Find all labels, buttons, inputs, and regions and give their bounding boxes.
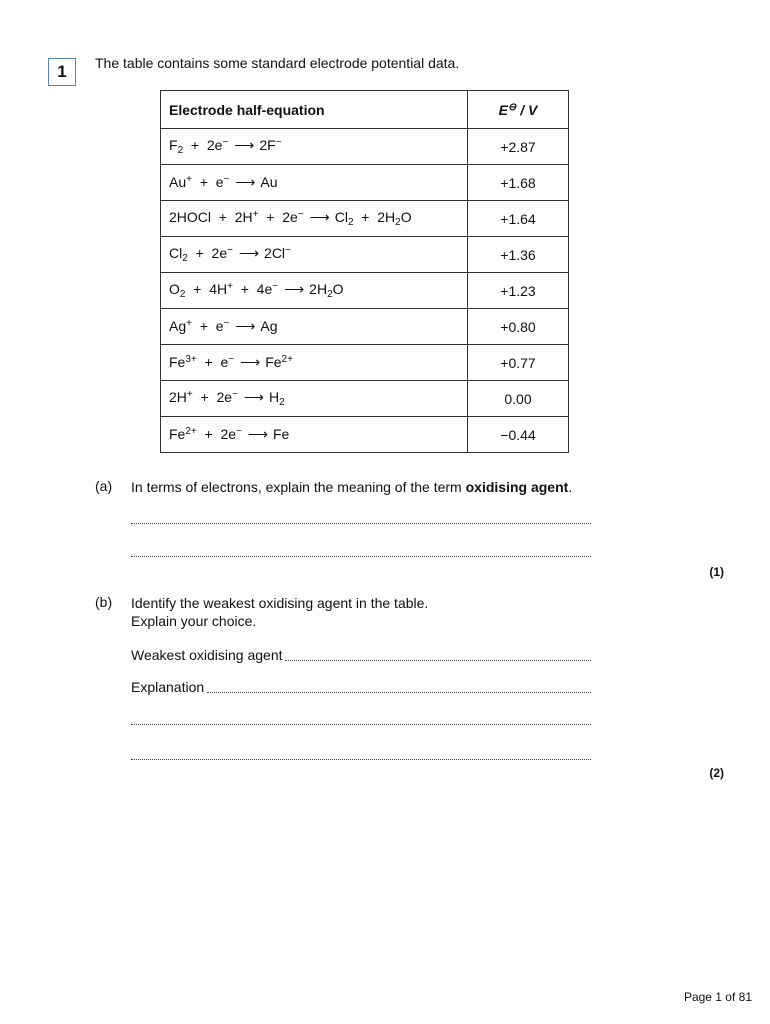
half-equation-h: 2H+ + 2e− ⟶ $H_2$ [161,381,468,417]
standard-state-icon: ⊖ [507,101,517,113]
table-row [161,417,569,453]
half-equation-cl2: $Cl_2 + 2e^-$ ⟶ 2Cl− [161,237,468,273]
page-number: Page 1 of 81 [683,990,752,1004]
part-a-text-before: In terms of electrons, explain the meaning of the term [131,479,466,495]
potential-value: +2.87 [468,129,569,165]
weakest-agent-answer-line[interactable] [285,658,591,661]
half-equation-fe2: $Fe^{2+} + 2e^-$ ⟶ Fe [161,417,468,453]
explanation-label: Explanation [131,679,205,695]
table-row [161,381,569,417]
table-row [161,129,569,165]
question-number-box: 1 [48,58,76,86]
half-equation-au: Au+ + e− ⟶ Au [161,165,468,201]
header-e-value [468,91,569,129]
half-equation-hocl: 2HOCl + 2H+ + 2e− ⟶ $Cl_2 + 2H_2O$ [161,201,468,237]
potential-value: +1.68 [468,165,569,201]
part-b-line2: Explain your choice. [131,613,257,629]
table-row [161,309,569,345]
part-a-text-after: . [568,479,573,495]
header-e-symbol: E [498,101,508,118]
part-b-label: (b) [95,594,113,610]
table-row [161,201,569,237]
header-equation: Electrode half-equation [161,91,468,129]
potential-value: +0.77 [468,345,569,381]
potential-value: +1.64 [468,201,569,237]
part-a-marks: (1) [709,565,724,579]
table-row [161,165,569,201]
part-a-keyterm: oxidising agent [465,479,569,495]
half-equation-o2: $O_2 + 4H^+ + 4e^-$ ⟶ $2H_2O$ [161,273,468,309]
potential-value: −0.44 [468,417,569,453]
half-equation-f2: $F_2 + 2e^-$ ⟶ 2F− [161,129,468,165]
question-intro: The table contains some standard electrode potential data. [95,55,460,71]
table-row [161,237,569,273]
part-a-label: (a) [95,478,113,494]
answer-line[interactable] [131,722,591,725]
potential-value: +1.36 [468,237,569,273]
half-equation-ag: Ag+ + e− ⟶ Ag [161,309,468,345]
answer-line[interactable] [131,554,591,557]
weakest-agent-label: Weakest oxidising agent [131,647,283,663]
potential-value: +1.23 [468,273,569,309]
header-e-unit: / V [520,101,538,118]
explanation-answer-line[interactable] [207,690,591,693]
potential-value: +0.80 [468,309,569,345]
potential-value: 0.00 [468,381,569,417]
half-equation-fe3: $Fe^{3+} + e^-$ ⟶ $Fe^{2+}$ [161,345,468,381]
part-b-line1: Identify the weakest oxidising agent in the table. [131,595,429,611]
part-a-question [131,478,572,497]
answer-line[interactable] [131,757,591,760]
table-row [161,345,569,381]
electrode-potential-table [160,90,569,453]
part-b-marks: (2) [709,766,724,780]
answer-line[interactable] [131,521,591,524]
table-row [161,273,569,309]
table-header-row [161,91,569,129]
